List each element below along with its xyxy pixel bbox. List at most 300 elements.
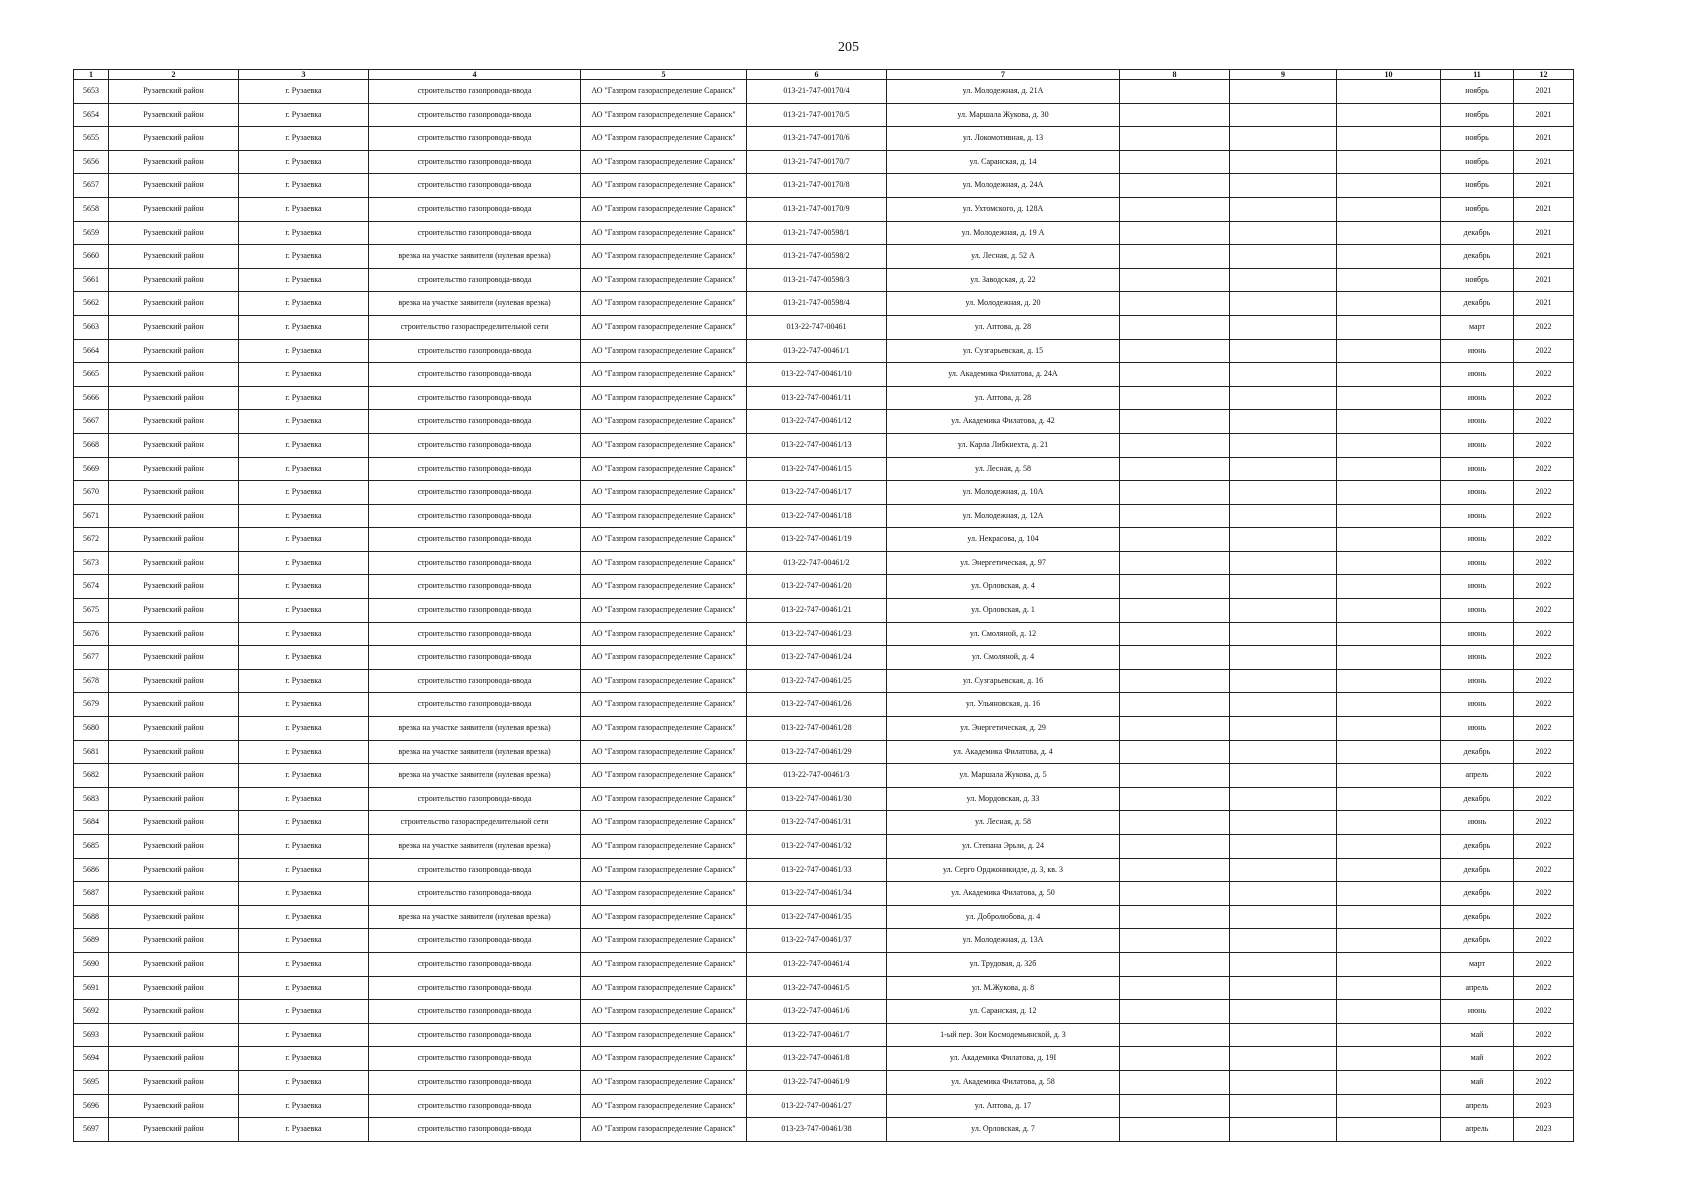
organization-cell: АО "Газпром газораспределение Саранск"	[581, 599, 747, 623]
col-8-cell	[1120, 599, 1230, 623]
settlement-cell: г. Рузаевка	[239, 386, 369, 410]
work-type-cell: строительство газопровода-ввода	[369, 197, 581, 221]
col-9-cell	[1230, 764, 1337, 788]
table-row	[74, 80, 1574, 104]
address-cell: ул. Саранская, д. 14	[887, 150, 1120, 174]
year-cell: 2022	[1514, 858, 1574, 882]
year-cell: 2021	[1514, 268, 1574, 292]
year-cell: 2021	[1514, 150, 1574, 174]
work-type-cell: строительство газопровода-ввода	[369, 1094, 581, 1118]
address-cell: ул. Лесная, д. 58	[887, 811, 1120, 835]
year-cell: 2022	[1514, 1000, 1574, 1024]
column-header: 9	[1230, 70, 1337, 80]
organization-cell: АО "Газпром газораспределение Саранск"	[581, 646, 747, 670]
work-type-cell: строительство газопровода-ввода	[369, 363, 581, 387]
address-cell: ул. Аптова, д. 28	[887, 386, 1120, 410]
col-10-cell	[1337, 1000, 1441, 1024]
table-row	[74, 1094, 1574, 1118]
col-10-cell	[1337, 835, 1441, 859]
column-header: 2	[109, 70, 239, 80]
address-cell: ул. Смоляной, д. 4	[887, 646, 1120, 670]
address-cell: ул. Орловская, д. 1	[887, 599, 1120, 623]
col-10-cell	[1337, 622, 1441, 646]
settlement-cell: г. Рузаевка	[239, 221, 369, 245]
table-row	[74, 386, 1574, 410]
district-cell: Рузаевский район	[109, 693, 239, 717]
col-9-cell	[1230, 787, 1337, 811]
row-number-cell: 5678	[74, 669, 109, 693]
district-cell: Рузаевский район	[109, 268, 239, 292]
contract-number-cell: 013-22-747-00461/11	[747, 386, 887, 410]
district-cell: Рузаевский район	[109, 1118, 239, 1142]
district-cell: Рузаевский район	[109, 457, 239, 481]
col-9-cell	[1230, 882, 1337, 906]
month-cell: март	[1441, 952, 1514, 976]
table-row	[74, 481, 1574, 505]
month-cell: ноябрь	[1441, 80, 1514, 104]
work-type-cell: строительство газопровода-ввода	[369, 410, 581, 434]
col-8-cell	[1120, 457, 1230, 481]
address-cell: ул. Сузгарьевская, д. 15	[887, 339, 1120, 363]
organization-cell: АО "Газпром газораспределение Саранск"	[581, 858, 747, 882]
contract-number-cell: 013-22-747-00461/32	[747, 835, 887, 859]
year-cell: 2021	[1514, 174, 1574, 198]
col-9-cell	[1230, 929, 1337, 953]
col-10-cell	[1337, 174, 1441, 198]
col-10-cell	[1337, 433, 1441, 457]
col-9-cell	[1230, 221, 1337, 245]
district-cell: Рузаевский район	[109, 245, 239, 269]
col-8-cell	[1120, 622, 1230, 646]
work-type-cell: врезка на участке заявителя (нулевая врезка)	[369, 245, 581, 269]
work-type-cell: строительство газопровода-ввода	[369, 386, 581, 410]
organization-cell: АО "Газпром газораспределение Саранск"	[581, 150, 747, 174]
year-cell: 2022	[1514, 504, 1574, 528]
table-row	[74, 764, 1574, 788]
organization-cell: АО "Газпром газораспределение Саранск"	[581, 1000, 747, 1024]
table-row	[74, 339, 1574, 363]
address-cell: ул. Орловская, д. 4	[887, 575, 1120, 599]
col-9-cell	[1230, 174, 1337, 198]
row-number-cell: 5662	[74, 292, 109, 316]
work-type-cell: строительство газопровода-ввода	[369, 339, 581, 363]
table-row	[74, 528, 1574, 552]
col-8-cell	[1120, 717, 1230, 741]
work-type-cell: строительство газопровода-ввода	[369, 433, 581, 457]
year-cell: 2022	[1514, 457, 1574, 481]
col-8-cell	[1120, 858, 1230, 882]
row-number-cell: 5672	[74, 528, 109, 552]
col-9-cell	[1230, 504, 1337, 528]
row-number-cell: 5653	[74, 80, 109, 104]
contract-number-cell: 013-22-747-00461/21	[747, 599, 887, 623]
work-type-cell: строительство газопровода-ввода	[369, 103, 581, 127]
row-number-cell: 5695	[74, 1070, 109, 1094]
district-cell: Рузаевский район	[109, 1070, 239, 1094]
table-row	[74, 575, 1574, 599]
organization-cell: АО "Газпром газораспределение Саранск"	[581, 929, 747, 953]
month-cell: июнь	[1441, 622, 1514, 646]
district-cell: Рузаевский район	[109, 882, 239, 906]
settlement-cell: г. Рузаевка	[239, 764, 369, 788]
table-row	[74, 787, 1574, 811]
district-cell: Рузаевский район	[109, 410, 239, 434]
address-cell: ул. Орловская, д. 7	[887, 1118, 1120, 1142]
col-10-cell	[1337, 292, 1441, 316]
col-10-cell	[1337, 952, 1441, 976]
month-cell: апрель	[1441, 976, 1514, 1000]
col-9-cell	[1230, 1047, 1337, 1071]
contract-number-cell: 013-22-747-00461/34	[747, 882, 887, 906]
col-10-cell	[1337, 646, 1441, 670]
row-number-cell: 5674	[74, 575, 109, 599]
organization-cell: АО "Газпром газораспределение Саранск"	[581, 1047, 747, 1071]
work-type-cell: строительство газопровода-ввода	[369, 646, 581, 670]
col-10-cell	[1337, 245, 1441, 269]
organization-cell: АО "Газпром газораспределение Саранск"	[581, 103, 747, 127]
address-cell: ул. Заводская, д. 22	[887, 268, 1120, 292]
district-cell: Рузаевский район	[109, 976, 239, 1000]
contract-number-cell: 013-22-747-00461/1	[747, 339, 887, 363]
row-number-cell: 5655	[74, 127, 109, 151]
contract-number-cell: 013-22-747-00461/6	[747, 1000, 887, 1024]
settlement-cell: г. Рузаевка	[239, 882, 369, 906]
organization-cell: АО "Газпром газораспределение Саранск"	[581, 835, 747, 859]
organization-cell: АО "Газпром газораспределение Саранск"	[581, 1118, 747, 1142]
settlement-cell: г. Рузаевка	[239, 292, 369, 316]
organization-cell: АО "Газпром газораспределение Саранск"	[581, 433, 747, 457]
col-9-cell	[1230, 433, 1337, 457]
col-9-cell	[1230, 575, 1337, 599]
district-cell: Рузаевский район	[109, 221, 239, 245]
settlement-cell: г. Рузаевка	[239, 339, 369, 363]
district-cell: Рузаевский район	[109, 929, 239, 953]
district-cell: Рузаевский район	[109, 528, 239, 552]
work-type-cell: строительство газопровода-ввода	[369, 528, 581, 552]
year-cell: 2022	[1514, 386, 1574, 410]
address-cell: ул. Молодежная, д. 12А	[887, 504, 1120, 528]
col-8-cell	[1120, 882, 1230, 906]
col-10-cell	[1337, 599, 1441, 623]
page-number: 205	[838, 40, 859, 55]
table-row	[74, 1000, 1574, 1024]
row-number-cell: 5673	[74, 551, 109, 575]
district-cell: Рузаевский район	[109, 127, 239, 151]
settlement-cell: г. Рузаевка	[239, 575, 369, 599]
col-9-cell	[1230, 858, 1337, 882]
row-number-cell: 5661	[74, 268, 109, 292]
address-cell: ул. Молодежная, д. 19 А	[887, 221, 1120, 245]
month-cell: июнь	[1441, 457, 1514, 481]
col-8-cell	[1120, 740, 1230, 764]
district-cell: Рузаевский район	[109, 811, 239, 835]
district-cell: Рузаевский район	[109, 787, 239, 811]
contract-number-cell: 013-21-747-00598/3	[747, 268, 887, 292]
row-number-cell: 5683	[74, 787, 109, 811]
district-cell: Рузаевский район	[109, 103, 239, 127]
col-9-cell	[1230, 103, 1337, 127]
address-cell: ул. Добролюбова, д. 4	[887, 905, 1120, 929]
year-cell: 2022	[1514, 929, 1574, 953]
contract-number-cell: 013-22-747-00461/10	[747, 363, 887, 387]
district-cell: Рузаевский район	[109, 150, 239, 174]
col-8-cell	[1120, 787, 1230, 811]
work-type-cell: строительство газопровода-ввода	[369, 787, 581, 811]
month-cell: ноябрь	[1441, 268, 1514, 292]
col-9-cell	[1230, 292, 1337, 316]
contract-number-cell: 013-22-747-00461	[747, 315, 887, 339]
district-cell: Рузаевский район	[109, 315, 239, 339]
col-9-cell	[1230, 481, 1337, 505]
settlement-cell: г. Рузаевка	[239, 787, 369, 811]
col-8-cell	[1120, 386, 1230, 410]
row-number-cell: 5657	[74, 174, 109, 198]
col-9-cell	[1230, 952, 1337, 976]
row-number-cell: 5659	[74, 221, 109, 245]
work-type-cell: строительство газопровода-ввода	[369, 622, 581, 646]
month-cell: май	[1441, 1070, 1514, 1094]
year-cell: 2021	[1514, 221, 1574, 245]
district-cell: Рузаевский район	[109, 481, 239, 505]
col-8-cell	[1120, 551, 1230, 575]
row-number-cell: 5669	[74, 457, 109, 481]
work-type-cell: врезка на участке заявителя (нулевая врезка)	[369, 740, 581, 764]
contract-number-cell: 013-22-747-00461/35	[747, 905, 887, 929]
row-number-cell: 5666	[74, 386, 109, 410]
address-cell: ул. Маршала Жукова, д. 30	[887, 103, 1120, 127]
table-row	[74, 433, 1574, 457]
work-type-cell: строительство газопровода-ввода	[369, 669, 581, 693]
col-9-cell	[1230, 457, 1337, 481]
district-cell: Рузаевский район	[109, 575, 239, 599]
col-8-cell	[1120, 363, 1230, 387]
address-cell: ул. Серго Орджоникидзе, д. 3, кв. 3	[887, 858, 1120, 882]
address-cell: ул. Молодежная, д. 24А	[887, 174, 1120, 198]
row-number-cell: 5690	[74, 952, 109, 976]
col-9-cell	[1230, 622, 1337, 646]
row-number-cell: 5654	[74, 103, 109, 127]
col-8-cell	[1120, 575, 1230, 599]
col-10-cell	[1337, 504, 1441, 528]
district-cell: Рузаевский район	[109, 669, 239, 693]
col-10-cell	[1337, 693, 1441, 717]
col-9-cell	[1230, 410, 1337, 434]
contract-number-cell: 013-22-747-00461/26	[747, 693, 887, 717]
settlement-cell: г. Рузаевка	[239, 504, 369, 528]
district-cell: Рузаевский район	[109, 197, 239, 221]
settlement-cell: г. Рузаевка	[239, 835, 369, 859]
row-number-cell: 5675	[74, 599, 109, 623]
register-table	[73, 69, 1574, 1142]
row-number-cell: 5684	[74, 811, 109, 835]
col-10-cell	[1337, 315, 1441, 339]
contract-number-cell: 013-21-747-00170/4	[747, 80, 887, 104]
contract-number-cell: 013-23-747-00461/38	[747, 1118, 887, 1142]
organization-cell: АО "Газпром газораспределение Саранск"	[581, 528, 747, 552]
col-9-cell	[1230, 386, 1337, 410]
district-cell: Рузаевский район	[109, 764, 239, 788]
address-cell: ул. Академика Филатова, д. 58	[887, 1070, 1120, 1094]
settlement-cell: г. Рузаевка	[239, 197, 369, 221]
settlement-cell: г. Рузаевка	[239, 952, 369, 976]
year-cell: 2022	[1514, 835, 1574, 859]
year-cell: 2022	[1514, 551, 1574, 575]
organization-cell: АО "Газпром газораспределение Саранск"	[581, 693, 747, 717]
col-10-cell	[1337, 1070, 1441, 1094]
row-number-cell: 5696	[74, 1094, 109, 1118]
year-cell: 2022	[1514, 1023, 1574, 1047]
contract-number-cell: 013-21-747-00598/2	[747, 245, 887, 269]
organization-cell: АО "Газпром газораспределение Саранск"	[581, 197, 747, 221]
district-cell: Рузаевский район	[109, 386, 239, 410]
organization-cell: АО "Газпром газораспределение Саранск"	[581, 952, 747, 976]
organization-cell: АО "Газпром газораспределение Саранск"	[581, 386, 747, 410]
work-type-cell: строительство газопровода-ввода	[369, 882, 581, 906]
contract-number-cell: 013-22-747-00461/20	[747, 575, 887, 599]
contract-number-cell: 013-22-747-00461/23	[747, 622, 887, 646]
col-8-cell	[1120, 339, 1230, 363]
work-type-cell: строительство газопровода-ввода	[369, 858, 581, 882]
district-cell: Рузаевский район	[109, 339, 239, 363]
col-10-cell	[1337, 1118, 1441, 1142]
contract-number-cell: 013-22-747-00461/33	[747, 858, 887, 882]
table-row	[74, 245, 1574, 269]
col-9-cell	[1230, 315, 1337, 339]
organization-cell: АО "Газпром газораспределение Саранск"	[581, 504, 747, 528]
organization-cell: АО "Газпром газораспределение Саранск"	[581, 457, 747, 481]
year-cell: 2022	[1514, 433, 1574, 457]
row-number-cell: 5656	[74, 150, 109, 174]
table-row	[74, 103, 1574, 127]
address-cell: ул. Академика Филатова, д. 24А	[887, 363, 1120, 387]
col-8-cell	[1120, 197, 1230, 221]
organization-cell: АО "Газпром газораспределение Саранск"	[581, 315, 747, 339]
year-cell: 2022	[1514, 976, 1574, 1000]
organization-cell: АО "Газпром газораспределение Саранск"	[581, 905, 747, 929]
col-8-cell	[1120, 929, 1230, 953]
address-cell: 1-ый пер. Зои Космодемьянской, д. 3	[887, 1023, 1120, 1047]
row-number-cell: 5668	[74, 433, 109, 457]
column-header: 5	[581, 70, 747, 80]
contract-number-cell: 013-22-747-00461/15	[747, 457, 887, 481]
month-cell: декабрь	[1441, 245, 1514, 269]
month-cell: июнь	[1441, 693, 1514, 717]
contract-number-cell: 013-22-747-00461/17	[747, 481, 887, 505]
organization-cell: АО "Газпром газораспределение Саранск"	[581, 717, 747, 741]
column-header: 3	[239, 70, 369, 80]
address-cell: ул. Мордовская, д. 33	[887, 787, 1120, 811]
month-cell: июнь	[1441, 433, 1514, 457]
year-cell: 2022	[1514, 787, 1574, 811]
year-cell: 2021	[1514, 245, 1574, 269]
col-10-cell	[1337, 528, 1441, 552]
work-type-cell: строительство газопровода-ввода	[369, 1118, 581, 1142]
table-row	[74, 457, 1574, 481]
col-9-cell	[1230, 693, 1337, 717]
col-9-cell	[1230, 646, 1337, 670]
month-cell: июнь	[1441, 1000, 1514, 1024]
settlement-cell: г. Рузаевка	[239, 245, 369, 269]
col-10-cell	[1337, 1094, 1441, 1118]
contract-number-cell: 013-21-747-00170/7	[747, 150, 887, 174]
organization-cell: АО "Газпром газораспределение Саранск"	[581, 80, 747, 104]
year-cell: 2022	[1514, 339, 1574, 363]
month-cell: декабрь	[1441, 835, 1514, 859]
address-cell: ул. Академика Филатова, д. 42	[887, 410, 1120, 434]
settlement-cell: г. Рузаевка	[239, 1000, 369, 1024]
work-type-cell: строительство газопровода-ввода	[369, 976, 581, 1000]
year-cell: 2022	[1514, 740, 1574, 764]
month-cell: июнь	[1441, 504, 1514, 528]
organization-cell: АО "Газпром газораспределение Саранск"	[581, 221, 747, 245]
district-cell: Рузаевский район	[109, 504, 239, 528]
col-9-cell	[1230, 197, 1337, 221]
table-row	[74, 1047, 1574, 1071]
settlement-cell: г. Рузаевка	[239, 717, 369, 741]
col-9-cell	[1230, 1070, 1337, 1094]
work-type-cell: строительство газопровода-ввода	[369, 551, 581, 575]
table-row	[74, 622, 1574, 646]
column-number-row	[74, 70, 1574, 80]
contract-number-cell: 013-21-747-00170/8	[747, 174, 887, 198]
work-type-cell: строительство газопровода-ввода	[369, 150, 581, 174]
col-8-cell	[1120, 835, 1230, 859]
col-9-cell	[1230, 363, 1337, 387]
year-cell: 2021	[1514, 127, 1574, 151]
row-number-cell: 5677	[74, 646, 109, 670]
contract-number-cell: 013-22-747-00461/4	[747, 952, 887, 976]
organization-cell: АО "Газпром газораспределение Саранск"	[581, 339, 747, 363]
district-cell: Рузаевский район	[109, 905, 239, 929]
col-10-cell	[1337, 150, 1441, 174]
work-type-cell: строительство газопровода-ввода	[369, 174, 581, 198]
col-9-cell	[1230, 811, 1337, 835]
district-cell: Рузаевский район	[109, 551, 239, 575]
col-10-cell	[1337, 386, 1441, 410]
table-row	[74, 551, 1574, 575]
col-9-cell	[1230, 1000, 1337, 1024]
col-8-cell	[1120, 245, 1230, 269]
col-8-cell	[1120, 1070, 1230, 1094]
col-10-cell	[1337, 481, 1441, 505]
contract-number-cell: 013-22-747-00461/28	[747, 717, 887, 741]
col-10-cell	[1337, 103, 1441, 127]
month-cell: декабрь	[1441, 905, 1514, 929]
work-type-cell: строительство газопровода-ввода	[369, 952, 581, 976]
work-type-cell: строительство газопровода-ввода	[369, 127, 581, 151]
col-10-cell	[1337, 976, 1441, 1000]
col-10-cell	[1337, 1023, 1441, 1047]
table-row	[74, 693, 1574, 717]
settlement-cell: г. Рузаевка	[239, 268, 369, 292]
address-cell: ул. Лесная, д. 52 А	[887, 245, 1120, 269]
col-10-cell	[1337, 929, 1441, 953]
col-8-cell	[1120, 1118, 1230, 1142]
col-8-cell	[1120, 1023, 1230, 1047]
settlement-cell: г. Рузаевка	[239, 599, 369, 623]
address-cell: ул. Академика Филатова, д. 50	[887, 882, 1120, 906]
row-number-cell: 5692	[74, 1000, 109, 1024]
col-8-cell	[1120, 693, 1230, 717]
contract-number-cell: 013-21-747-00598/1	[747, 221, 887, 245]
district-cell: Рузаевский район	[109, 622, 239, 646]
col-10-cell	[1337, 811, 1441, 835]
col-9-cell	[1230, 528, 1337, 552]
organization-cell: АО "Газпром газораспределение Саранск"	[581, 787, 747, 811]
year-cell: 2022	[1514, 764, 1574, 788]
col-10-cell	[1337, 740, 1441, 764]
table-row	[74, 952, 1574, 976]
